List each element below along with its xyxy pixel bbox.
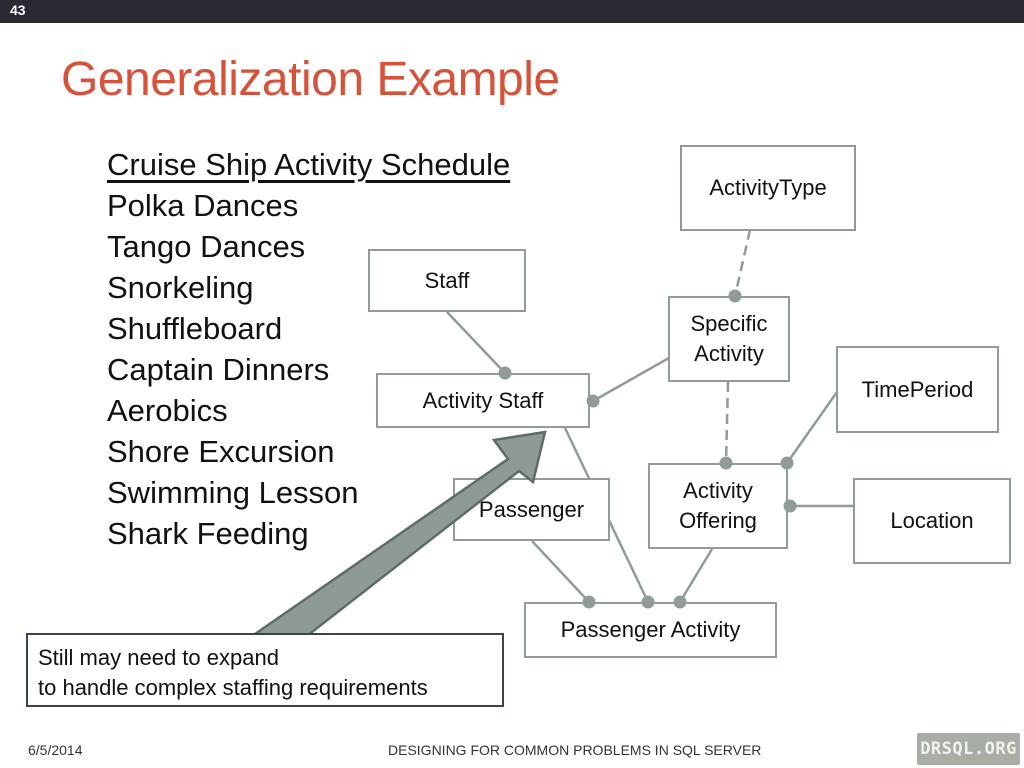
- schedule-item: Shuffleboard: [107, 311, 283, 346]
- relationship-dot: [587, 395, 600, 408]
- schedule-item: Swimming Lesson: [107, 475, 359, 510]
- entity-label: Staff: [424, 267, 470, 293]
- slide-title: Generalization Example: [61, 53, 560, 106]
- entity-label: Activity: [694, 341, 764, 366]
- pointer-arrow: [255, 432, 545, 660]
- entity-label: Passenger: [478, 496, 585, 522]
- relationship-dot: [784, 500, 797, 513]
- schedule-item: Captain Dinners: [107, 352, 330, 387]
- relationship-dot: [499, 367, 512, 380]
- schedule-item: Aerobics: [107, 393, 228, 428]
- relationship-dot: [781, 457, 794, 470]
- relationship-dot: [729, 290, 742, 303]
- relationship-dot: [720, 457, 733, 470]
- entity-label: Passenger Activity: [560, 617, 741, 642]
- schedule-item: Polka Dances: [107, 188, 299, 223]
- entity-label: TimePeriod: [861, 376, 974, 402]
- callout-line: to handle complex staffing requirements: [38, 675, 428, 700]
- drsql-logo: DRSQL.ORG: [917, 733, 1020, 765]
- relationship-dot: [674, 596, 687, 609]
- schedule-item: Snorkeling: [107, 270, 254, 305]
- schedule-item: Shore Excursion: [107, 434, 335, 469]
- callout-line: Still may need to expand: [38, 645, 279, 670]
- footer-title: DESIGNING FOR COMMON PROBLEMS IN SQL SERVER: [388, 742, 762, 758]
- entity-label: Location: [890, 508, 974, 533]
- relationship-dot: [583, 596, 596, 609]
- slide-number: 43: [10, 2, 26, 18]
- footer-date: 6/5/2014: [28, 742, 83, 758]
- schedule-item: Tango Dances: [107, 229, 306, 264]
- callout-note: [26, 633, 504, 707]
- entity-label: Specific: [690, 311, 768, 336]
- relationship-dot: [642, 596, 655, 609]
- entity-label: Activity: [683, 478, 753, 503]
- entity-label: Activity Staff: [422, 387, 544, 413]
- schedule-heading: Cruise Ship Activity Schedule: [107, 147, 511, 182]
- entity-label: Offering: [679, 508, 757, 533]
- schedule-item: Shark Feeding: [107, 516, 309, 551]
- entity-label: ActivityType: [709, 175, 827, 200]
